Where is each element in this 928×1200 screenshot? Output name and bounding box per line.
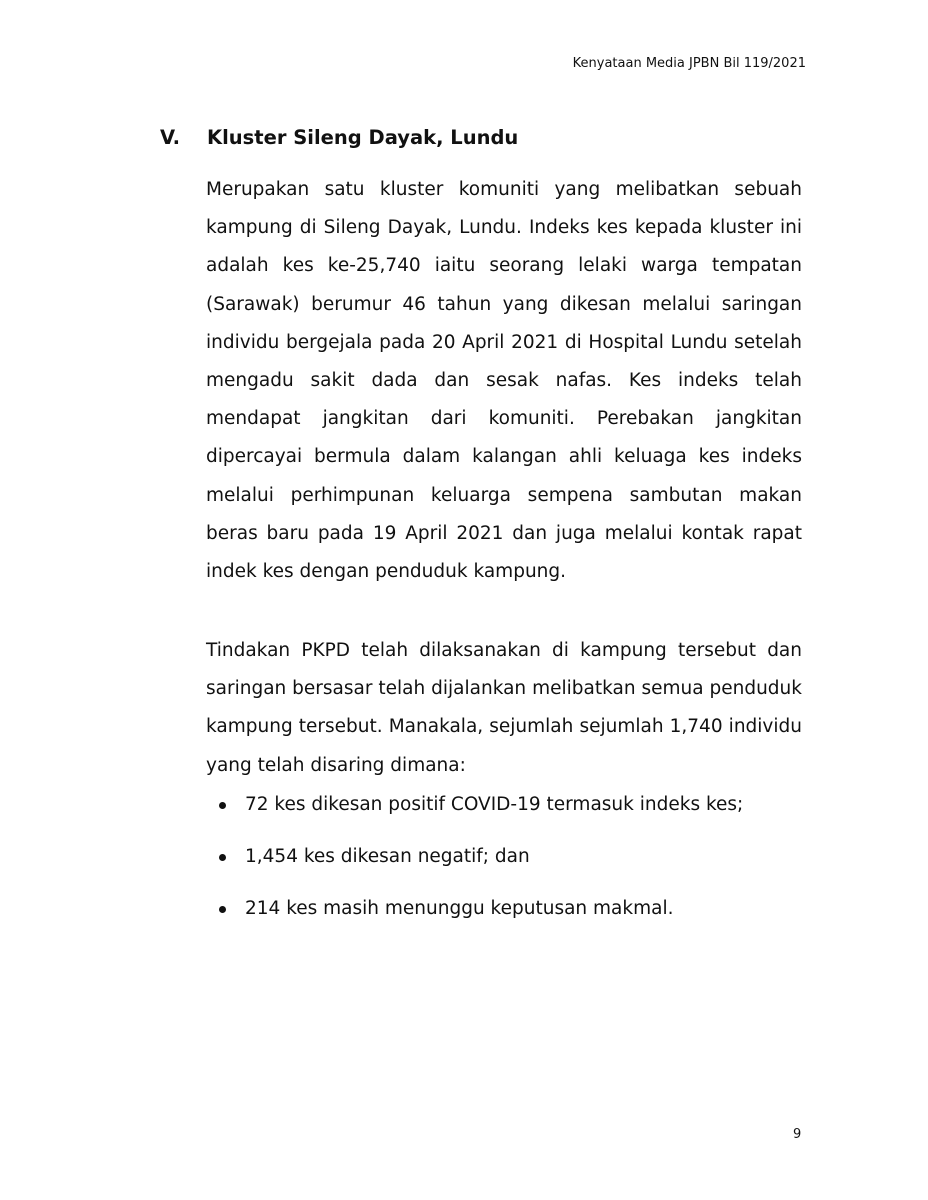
bullet-icon <box>219 802 226 809</box>
paragraph-cluster-description: Merupakan satu kluster komuniti yang melibatkan sebuah kampung di Sileng Dayak, Lundu. Indeks kes kepada kluster ini adalah kes ke-25,740 iaitu seorang lelaki warga tempatan (Sarawak) berumur 46 tahun yang dikesan melalui saringan individu bergejala pada 20 April 2021 di Hospital Lundu setelah mengadu sakit dada dan sesak nafas. Kes indeks telah mendapat jangkitan dari komuniti. Perebakan jangkitan dipercayai bermula dalam kalangan ahli keluaga kes indeks melalui perhimpunan keluarga sempena sambutan makan beras baru pada 19 April 2021 dan juga melalui kontak rapat indek kes dengan penduduk kampung. <box>206 179 802 583</box>
paragraph-action-taken: Tindakan PKPD telah dilaksanakan di kampung tersebut dan saringan bersasar telah dijalankan melibatkan semua penduduk kampung tersebut. Manakala, sejumlah sejumlah 1,740 individu yang telah disaring dimana: <box>206 640 802 776</box>
page-number: 9 <box>793 1127 802 1142</box>
list-item-text: 72 kes dikesan positif COVID-19 termasuk indeks kes; <box>245 794 744 815</box>
bullet-icon <box>219 906 226 913</box>
section-numeral: V. <box>160 126 180 149</box>
section-heading <box>160 126 518 149</box>
section-title: Kluster Sileng Dayak, Lundu <box>207 126 519 149</box>
list-item <box>206 838 806 890</box>
list-item-text: 214 kes masih menunggu keputusan makmal. <box>245 898 674 919</box>
bullet-icon <box>219 854 226 861</box>
screening-results-list <box>206 786 806 942</box>
list-item <box>206 890 806 942</box>
document-header: Kenyataan Media JPBN Bil 119/2021 <box>572 56 806 71</box>
list-item <box>206 786 806 838</box>
list-item-text: 1,454 kes dikesan negatif; dan <box>245 846 530 867</box>
